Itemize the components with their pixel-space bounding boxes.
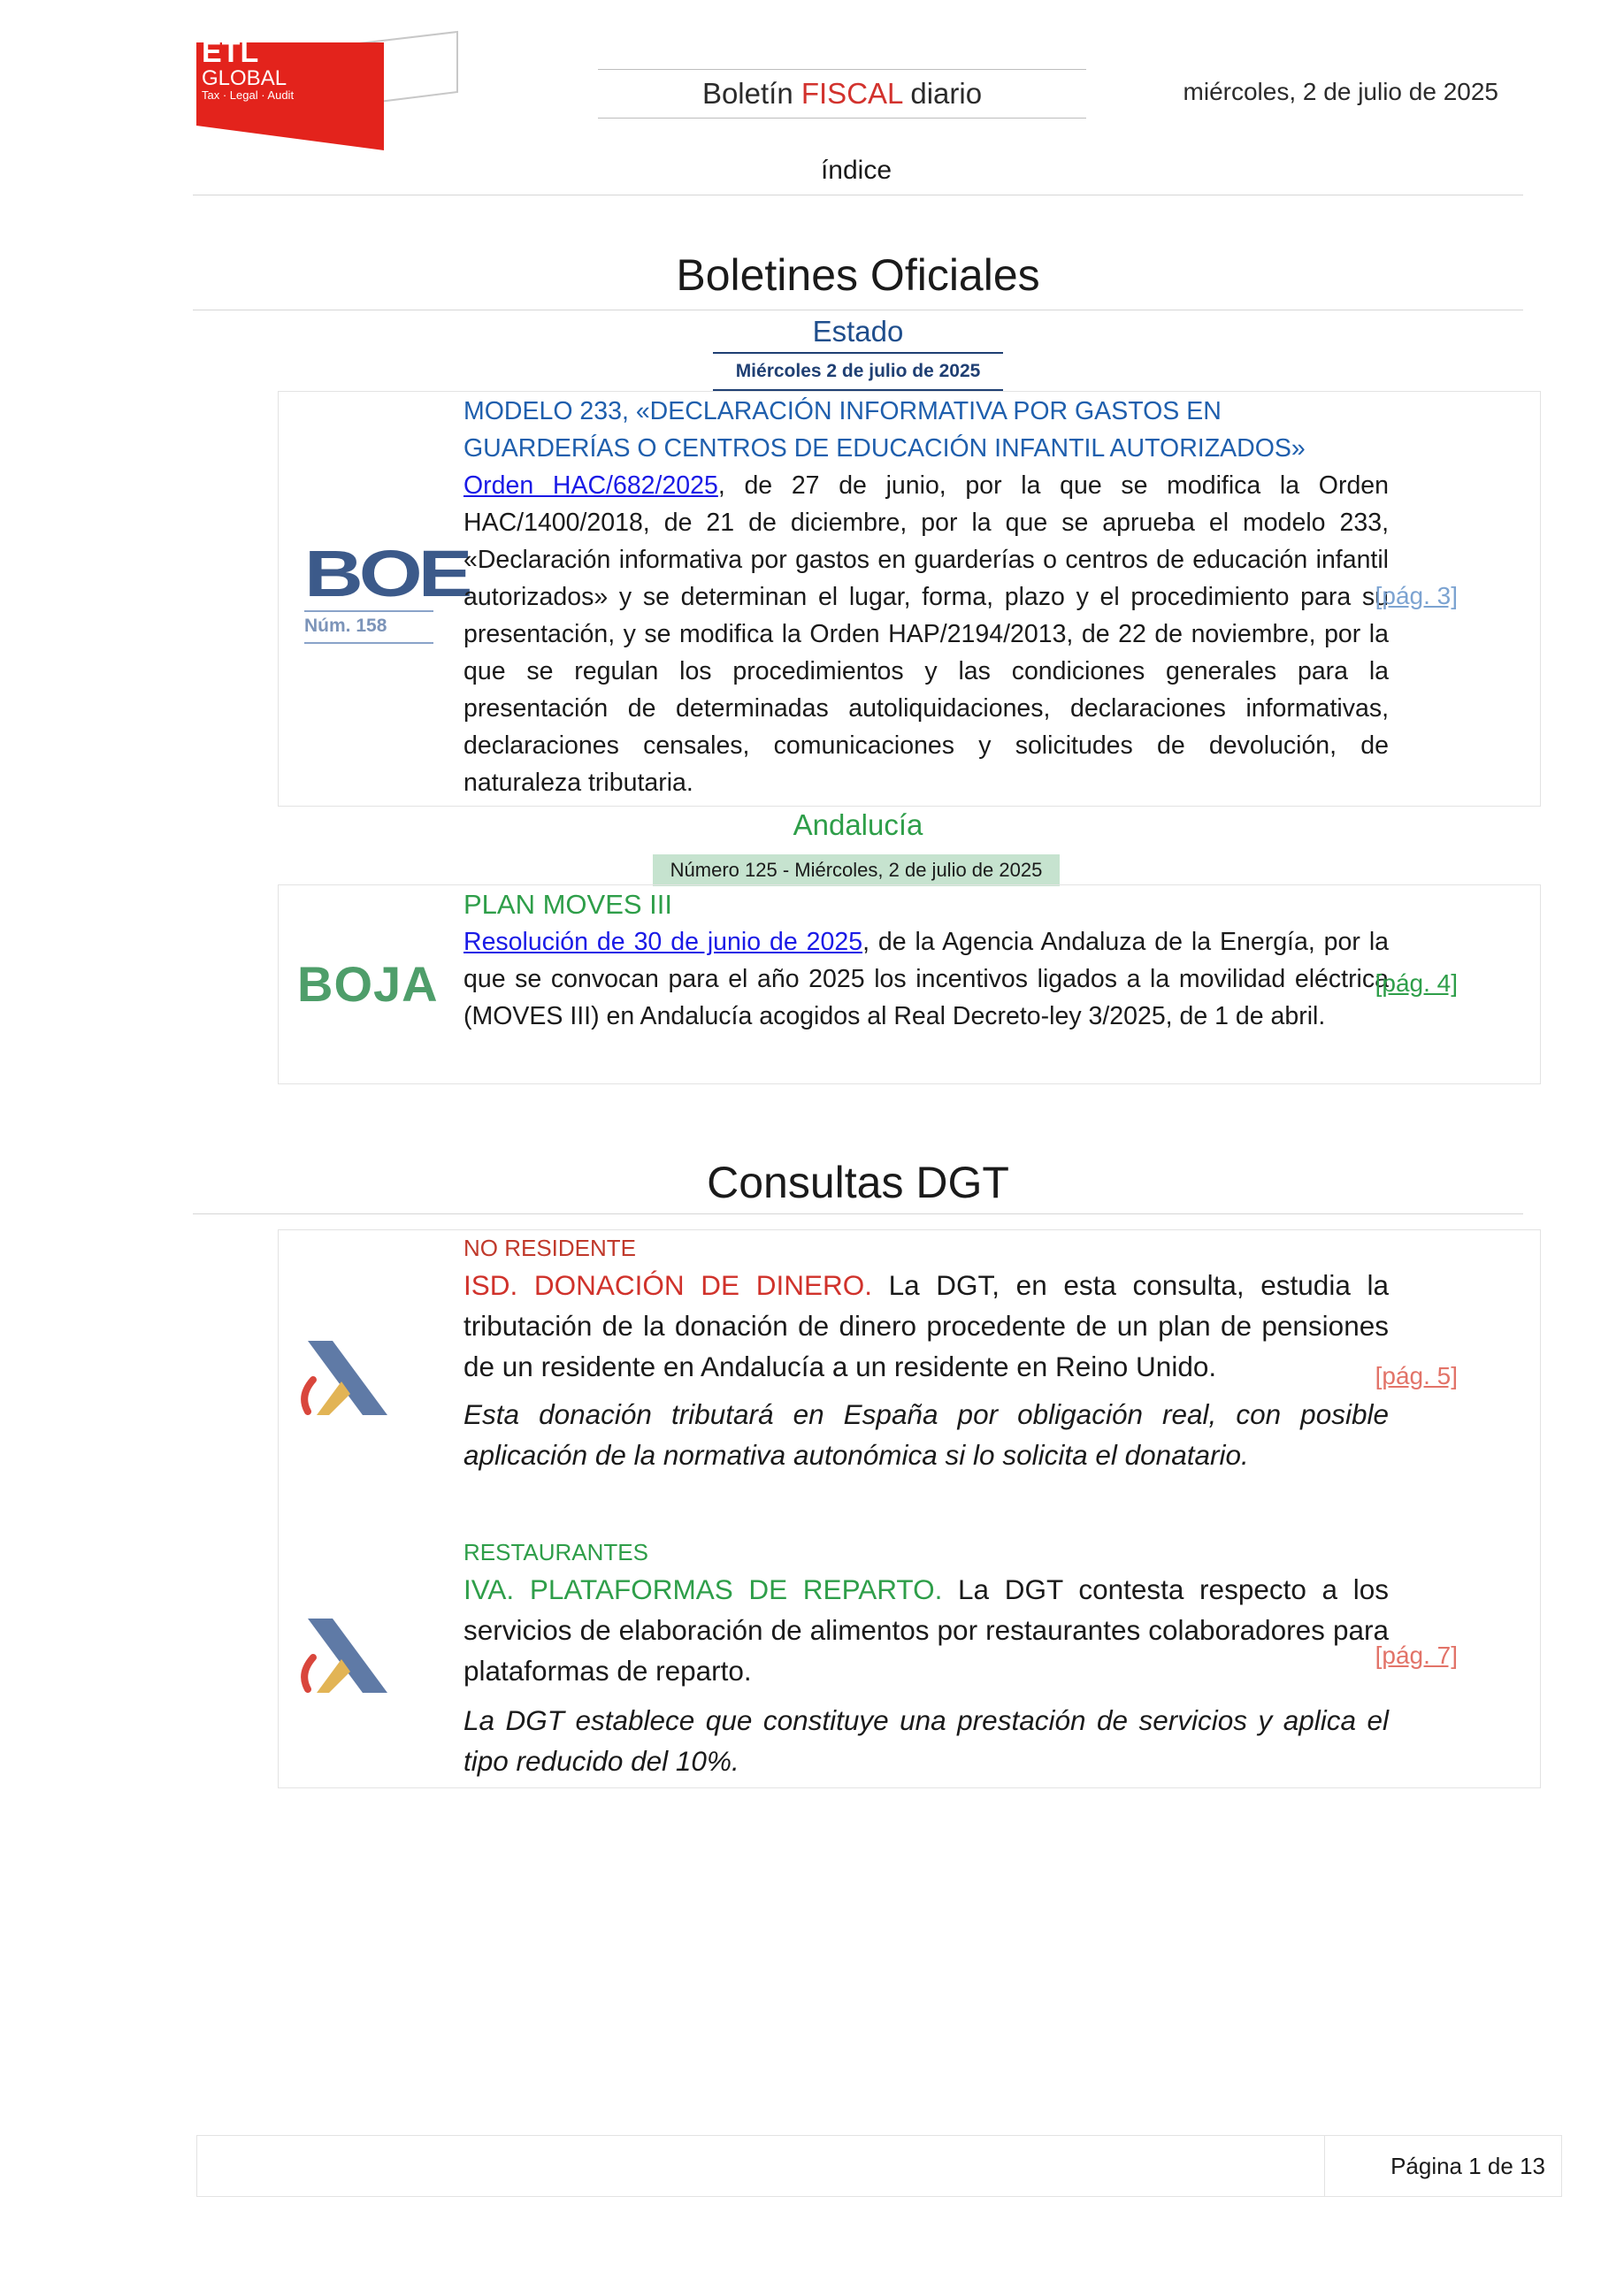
aeat-logo-icon bbox=[295, 1611, 393, 1700]
boe-number: Núm. 158 bbox=[304, 610, 433, 644]
dgt-entry-1-body bbox=[463, 1265, 1389, 1387]
dgt-entry-1 bbox=[463, 1231, 1389, 1475]
etl-global-logo bbox=[196, 27, 462, 157]
subsection-estado: Estado bbox=[812, 315, 904, 348]
boe-page-link[interactable]: [pág. 3] bbox=[1375, 582, 1458, 609]
logo-tagline-text: Tax · Legal · Audit bbox=[202, 88, 295, 102]
boja-resolution-link[interactable]: Resolución de 30 de junio de 2025 bbox=[463, 928, 863, 956]
dgt-entry-1-text: La DGT, en esta consulta, estudia la tributación de la donación de dinero procedente de un plan de pensiones de un residente en Andalucía a un residente en Reino Unido. bbox=[463, 1269, 1389, 1382]
boja-entry-text bbox=[463, 886, 1389, 1035]
dgt-entry-1-page-link[interactable]: [pág. 5] bbox=[1375, 1362, 1458, 1389]
logo-global-text: GLOBAL bbox=[202, 66, 287, 90]
bulletin-title bbox=[598, 69, 1086, 119]
boja-logo: BOJA bbox=[297, 956, 439, 1012]
boe-entry-title: MODELO 233, «DECLARACIÓN INFORMATIVA POR GASTOS EN GUARDERÍAS O CENTROS DE EDUCACIÓN INFANTIL AUTORIZADOS» bbox=[463, 397, 1306, 463]
header-date: miércoles, 2 de julio de 2025 bbox=[1183, 78, 1498, 105]
dgt-entry-1-category: NO RESIDENTE bbox=[463, 1235, 637, 1261]
dgt-entry-1-headline: ISD. DONACIÓN DE DINERO. bbox=[463, 1269, 872, 1301]
bulletin-accent: FISCAL bbox=[801, 77, 903, 110]
dgt-entry-2-body bbox=[463, 1569, 1389, 1691]
boja-page-link[interactable]: [pág. 4] bbox=[1375, 969, 1458, 997]
boe-body-text: , de 27 de junio, por la que se modifica la Orden HAC/1400/2018, de 21 de diciembre, por la que se aprueba el modelo 233, «Declaración informativa por gastos en guarderías o centros de educación infantil autorizados» y se determinan el lugar, forma, plazo y el procedimiento para su presentación, y se modifica la Orden HAP/2194/2013, de 22 de noviembre, por la que se regulan los procedimientos y las condiciones generales para la presentación de determinadas autoliquidaciones, declaraciones informativas, declaraciones censales, comunicaciones y solicitudes de devolución, de naturaleza tributaria. bbox=[463, 471, 1390, 797]
boe-date-banner: Miércoles 2 de julio de 2025 bbox=[713, 352, 1003, 391]
boja-entry-body bbox=[463, 923, 1389, 1035]
dgt-entry-2-category: RESTAURANTES bbox=[463, 1539, 648, 1565]
boe-logo bbox=[304, 537, 469, 644]
boe-order-link[interactable]: Orden HAC/682/2025 bbox=[463, 471, 718, 500]
section-divider bbox=[193, 1213, 1523, 1214]
dgt-entry-2-text: La DGT contesta respecto a los servicios de elaboración de alimentos por restaurantes colaboradores para plataformas de reparto. bbox=[463, 1573, 1389, 1687]
dgt-entry-2-headline: IVA. PLATAFORMAS DE REPARTO. bbox=[463, 1573, 943, 1605]
bulletin-suffix: diario bbox=[902, 77, 983, 110]
bulletin-prefix: Boletín bbox=[701, 77, 801, 110]
logo-etl-text: ETL bbox=[202, 35, 259, 69]
subsection-andalucia: Andalucía bbox=[793, 808, 923, 841]
boja-body-text: , de la Agencia Andaluza de la Energía, por la que se convocan para el año 2025 los incentivos ligados a la movilidad eléctrica (MOVES III) en Andalucía acogidos al Real Decreto-ley 3/2025, de 1 de abril. bbox=[463, 928, 1389, 1030]
footer-separator bbox=[1324, 2136, 1325, 2196]
aeat-logo-icon bbox=[295, 1334, 393, 1422]
boe-entry-body bbox=[463, 467, 1389, 801]
boe-logo-text: BOE bbox=[304, 537, 469, 610]
dgt-entry-2-page-link[interactable]: [pág. 7] bbox=[1375, 1642, 1458, 1669]
dgt-entry-1-conclusion: Esta donación tributará en España por obligación real, con posible aplicación de la normativa autonómica si lo solicita el donatario. bbox=[463, 1398, 1389, 1471]
page-footer bbox=[196, 2135, 1562, 2197]
dgt-entry-2 bbox=[463, 1535, 1389, 1781]
boja-date-banner: Número 125 - Miércoles, 2 de julio de 2025 bbox=[653, 854, 1060, 886]
dgt-entry-2-conclusion: La DGT establece que constituye una prestación de servicios y aplica el tipo reducido del 10%. bbox=[463, 1704, 1389, 1777]
page-number: Página 1 de 13 bbox=[1390, 2153, 1545, 2179]
section-title-consultas: Consultas DGT bbox=[707, 1158, 1009, 1207]
boja-entry-title: PLAN MOVES III bbox=[463, 889, 673, 920]
boe-entry-text bbox=[463, 393, 1389, 801]
section-title-boletines: Boletines Oficiales bbox=[676, 250, 1040, 300]
index-link[interactable]: índice bbox=[820, 156, 892, 185]
